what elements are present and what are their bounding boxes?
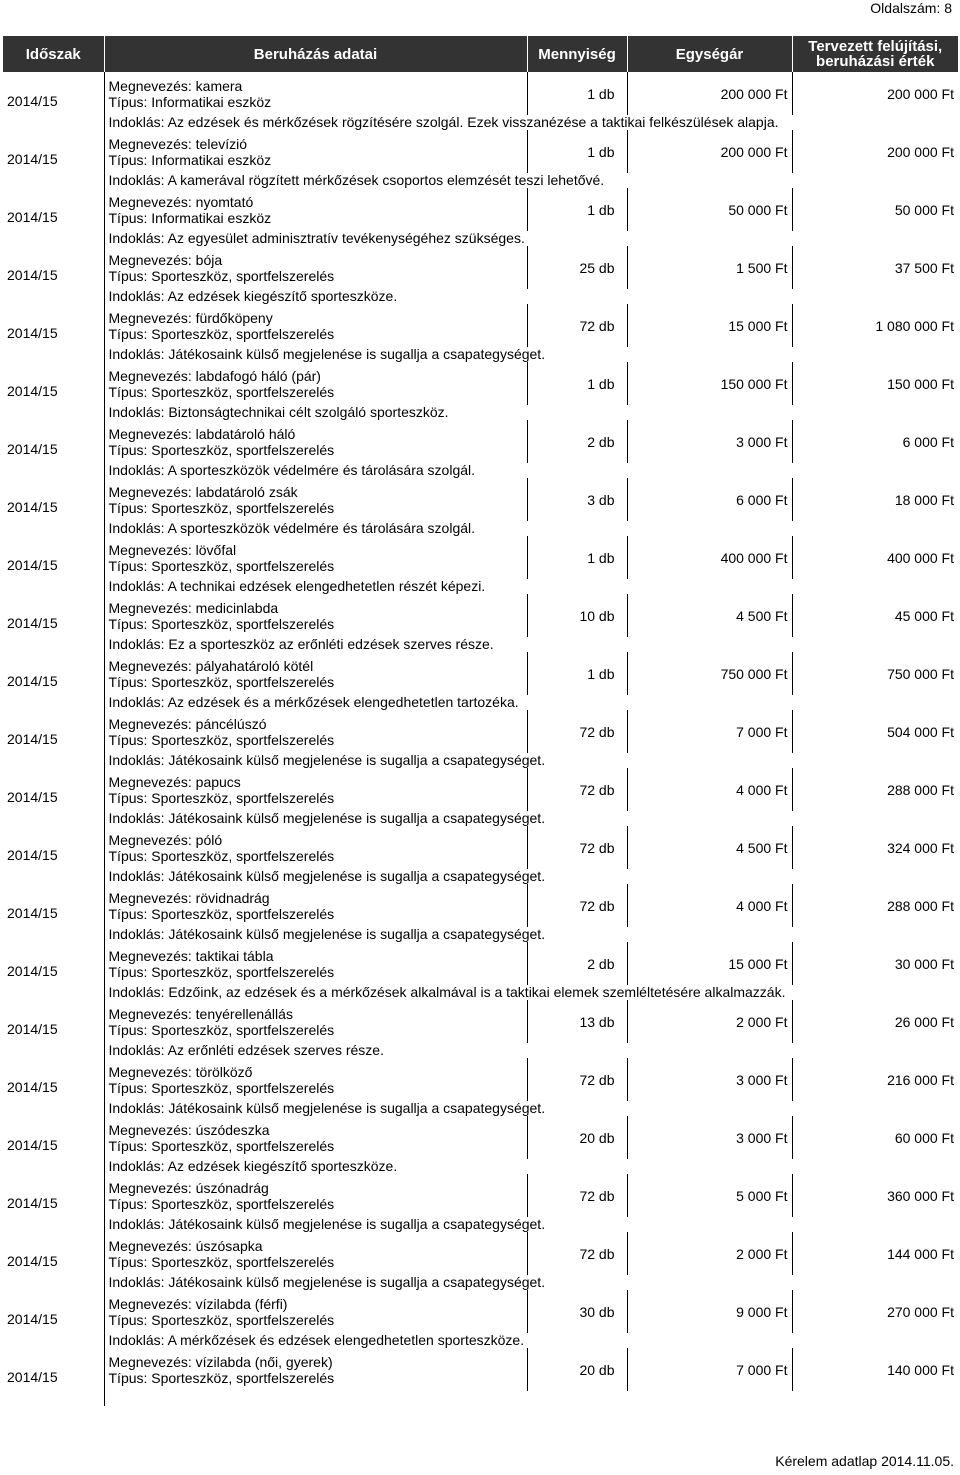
- period-cell: 2014/15: [3, 1058, 104, 1116]
- table-row-reason: [3, 811, 958, 826]
- planned-value-cell: 150 000 Ft: [792, 362, 958, 405]
- header-planned-value-line2: beruházási érték: [816, 53, 935, 70]
- planned-value-cell: 144 000 Ft: [792, 1232, 958, 1275]
- unit-price-cell: 200 000 Ft: [627, 130, 792, 173]
- item-description: [104, 536, 527, 579]
- item-name: Megnevezés: labdatároló zsák: [108, 483, 298, 500]
- quantity-cell: 30 db: [527, 1290, 627, 1333]
- table-row-reason: [3, 173, 958, 188]
- item-type: Típus: Sporteszköz, sportfelszerelés: [108, 1253, 335, 1270]
- table-row: [3, 1290, 958, 1333]
- unit-price-cell: 1 500 Ft: [627, 246, 792, 289]
- header-investment: Beruházás adatai: [104, 36, 527, 72]
- item-reason: Indoklás: Játékosaink külső megjelenése is sugallja a csapategységet.: [108, 810, 546, 826]
- item-name: Megnevezés: labdafogó háló (pár): [108, 367, 321, 384]
- investment-table: [3, 36, 958, 1406]
- table-row-reason: [3, 1043, 958, 1058]
- period-cell: 2014/15: [3, 246, 104, 304]
- item-description: [104, 1000, 527, 1043]
- planned-value-cell: 30 000 Ft: [792, 942, 958, 985]
- quantity-cell: 1 db: [527, 130, 627, 173]
- item-type: Típus: Sporteszköz, sportfelszerelés: [108, 789, 335, 806]
- unit-price-cell: 2 000 Ft: [627, 1232, 792, 1275]
- planned-value-cell: 400 000 Ft: [792, 536, 958, 579]
- table-row: [3, 884, 958, 927]
- item-name: Megnevezés: vízilabda (férfi): [108, 1295, 288, 1312]
- item-description: [104, 304, 527, 347]
- period-cell: 2014/15: [3, 304, 104, 362]
- table-row: [3, 536, 958, 579]
- period-cell: 2014/15: [3, 1174, 104, 1232]
- item-description: [104, 594, 527, 637]
- table-row-reason: [3, 1333, 958, 1348]
- item-description: [104, 72, 527, 115]
- item-reason: Indoklás: Az edzések kiegészítő sporteszköze.: [108, 288, 398, 304]
- period-cell: 2014/15: [3, 478, 104, 536]
- quantity-cell: 72 db: [527, 768, 627, 811]
- period-cell: 2014/15: [3, 942, 104, 1000]
- table-row-reason: [3, 579, 958, 594]
- item-type: Típus: Sporteszköz, sportfelszerelés: [108, 325, 335, 342]
- item-name: Megnevezés: medicinlabda: [108, 599, 279, 616]
- table-row: [3, 1058, 958, 1101]
- item-reason: Indoklás: Játékosaink külső megjelenése is sugallja a csapategységet.: [108, 1216, 546, 1232]
- unit-price-cell: 3 000 Ft: [627, 1116, 792, 1159]
- unit-price-cell: 150 000 Ft: [627, 362, 792, 405]
- table-row-reason: [3, 1159, 958, 1174]
- header-period: Időszak: [3, 36, 104, 72]
- table-row-reason: [3, 1217, 958, 1232]
- quantity-cell: 72 db: [527, 826, 627, 869]
- quantity-cell: 20 db: [527, 1348, 627, 1391]
- quantity-cell: 72 db: [527, 884, 627, 927]
- item-reason: Indoklás: Az edzések és mérkőzések rögzítésére szolgál. Ezek visszanézése a taktikai felkészülések alapja.: [108, 114, 779, 130]
- item-type: Típus: Sporteszköz, sportfelszerelés: [108, 441, 335, 458]
- item-type: Típus: Sporteszköz, sportfelszerelés: [108, 557, 335, 574]
- quantity-cell: 72 db: [527, 1232, 627, 1275]
- item-reason: Indoklás: Játékosaink külső megjelenése is sugallja a csapategységet.: [108, 752, 546, 768]
- unit-price-cell: 4 500 Ft: [627, 826, 792, 869]
- item-reason: Indoklás: A sporteszközök védelmére és tárolására szolgál.: [108, 462, 476, 478]
- quantity-cell: 13 db: [527, 1000, 627, 1043]
- table-row-reason: [3, 927, 958, 942]
- item-type: Típus: Sporteszköz, sportfelszerelés: [108, 847, 335, 864]
- quantity-cell: 72 db: [527, 710, 627, 753]
- item-name: Megnevezés: úszósapka: [108, 1237, 263, 1254]
- table-row: [3, 594, 958, 637]
- unit-price-cell: 4 000 Ft: [627, 884, 792, 927]
- item-name: Megnevezés: fürdőköpeny: [108, 309, 273, 326]
- item-name: Megnevezés: televízió: [108, 135, 248, 152]
- period-cell: 2014/15: [3, 884, 104, 942]
- unit-price-cell: 7 000 Ft: [627, 710, 792, 753]
- period-cell: 2014/15: [3, 1348, 104, 1406]
- item-type: Típus: Informatikai eszköz: [108, 151, 272, 168]
- item-type: Típus: Sporteszköz, sportfelszerelés: [108, 383, 335, 400]
- planned-value-cell: 324 000 Ft: [792, 826, 958, 869]
- item-description: [104, 652, 527, 695]
- table-row-reason: [3, 695, 958, 710]
- table-row: [3, 1000, 958, 1043]
- item-reason: Indoklás: Az egyesület adminisztratív tevékenységéhez szükséges.: [108, 230, 525, 246]
- period-cell: 2014/15: [3, 420, 104, 478]
- table-row-reason: [3, 1391, 958, 1406]
- header-unit-price: Egységár: [627, 36, 792, 72]
- item-name: Megnevezés: rövidnadrág: [108, 889, 270, 906]
- table-row-reason: [3, 637, 958, 652]
- item-description: [104, 362, 527, 405]
- quantity-cell: 1 db: [527, 652, 627, 695]
- unit-price-cell: 5 000 Ft: [627, 1174, 792, 1217]
- period-cell: 2014/15: [3, 1290, 104, 1348]
- period-cell: 2014/15: [3, 72, 104, 130]
- planned-value-cell: 200 000 Ft: [792, 130, 958, 173]
- unit-price-cell: 2 000 Ft: [627, 1000, 792, 1043]
- quantity-cell: 72 db: [527, 1058, 627, 1101]
- table-row: [3, 1174, 958, 1217]
- page-number: Oldalszám: 8: [870, 0, 952, 16]
- quantity-cell: 25 db: [527, 246, 627, 289]
- table-row: [3, 246, 958, 289]
- planned-value-cell: 504 000 Ft: [792, 710, 958, 753]
- planned-value-cell: 140 000 Ft: [792, 1348, 958, 1391]
- item-type: Típus: Sporteszköz, sportfelszerelés: [108, 1195, 335, 1212]
- item-reason: Indoklás: Játékosaink külső megjelenése is sugallja a csapategységet.: [108, 1274, 546, 1290]
- item-type: Típus: Sporteszköz, sportfelszerelés: [108, 615, 335, 632]
- item-description: [104, 884, 527, 927]
- table-row-reason: [3, 521, 958, 536]
- item-name: Megnevezés: páncélúszó: [108, 715, 267, 732]
- footer-text: Kérelem adatlap 2014.11.05.: [775, 1453, 954, 1469]
- table-row: [3, 1116, 958, 1159]
- header-planned-value: [792, 36, 958, 72]
- item-reason: Indoklás: A mérkőzések és edzések elengedhetetlen sporteszköze.: [108, 1332, 525, 1348]
- planned-value-cell: 270 000 Ft: [792, 1290, 958, 1333]
- item-name: Megnevezés: vízilabda (női, gyerek): [108, 1353, 333, 1370]
- unit-price-cell: 6 000 Ft: [627, 478, 792, 521]
- unit-price-cell: 7 000 Ft: [627, 1348, 792, 1391]
- unit-price-cell: 3 000 Ft: [627, 1058, 792, 1101]
- period-cell: 2014/15: [3, 768, 104, 826]
- item-type: Típus: Sporteszköz, sportfelszerelés: [108, 499, 335, 516]
- table-row-reason: [3, 463, 958, 478]
- item-reason: Indoklás: Játékosaink külső megjelenése is sugallja a csapategységet.: [108, 868, 546, 884]
- quantity-cell: 1 db: [527, 536, 627, 579]
- table-row: [3, 826, 958, 869]
- item-description: [104, 768, 527, 811]
- item-description: [104, 246, 527, 289]
- item-name: Megnevezés: labdatároló háló: [108, 425, 296, 442]
- item-name: Megnevezés: úszódeszka: [108, 1121, 270, 1138]
- planned-value-cell: 750 000 Ft: [792, 652, 958, 695]
- quantity-cell: 3 db: [527, 478, 627, 521]
- planned-value-cell: 216 000 Ft: [792, 1058, 958, 1101]
- item-type: Típus: Sporteszköz, sportfelszerelés: [108, 1079, 335, 1096]
- item-description: [104, 826, 527, 869]
- item-name: Megnevezés: bója: [108, 251, 223, 268]
- unit-price-cell: 9 000 Ft: [627, 1290, 792, 1333]
- unit-price-cell: 15 000 Ft: [627, 304, 792, 347]
- period-cell: 2014/15: [3, 130, 104, 188]
- table-header: [3, 36, 958, 72]
- item-name: Megnevezés: tenyérellenállás: [108, 1005, 293, 1022]
- quantity-cell: 2 db: [527, 420, 627, 463]
- item-name: Megnevezés: kamera: [108, 77, 243, 94]
- item-description: [104, 478, 527, 521]
- table-row: [3, 710, 958, 753]
- item-type: Típus: Sporteszköz, sportfelszerelés: [108, 963, 335, 980]
- item-reason: Indoklás: Az erőnléti edzések szerves része.: [108, 1042, 384, 1058]
- planned-value-cell: 18 000 Ft: [792, 478, 958, 521]
- table-row-reason: [3, 1101, 958, 1116]
- table-row-reason: [3, 405, 958, 420]
- quantity-cell: 20 db: [527, 1116, 627, 1159]
- item-reason: Indoklás: Ez a sporteszköz az erőnléti edzések szerves része.: [108, 636, 494, 652]
- item-name: Megnevezés: póló: [108, 831, 223, 848]
- table-row-reason: [3, 231, 958, 246]
- item-reason: Indoklás: Játékosaink külső megjelenése is sugallja a csapategységet.: [108, 926, 546, 942]
- item-type: Típus: Informatikai eszköz: [108, 209, 272, 226]
- item-reason: Indoklás: Biztonságtechnikai célt szolgáló sporteszköz.: [108, 404, 449, 420]
- item-reason: Indoklás: Játékosaink külső megjelenése is sugallja a csapategységet.: [108, 1100, 546, 1116]
- table-row-reason: [3, 347, 958, 362]
- table-row-reason: [3, 869, 958, 884]
- item-description: [104, 130, 527, 173]
- header-quantity: Mennyiség: [527, 36, 627, 72]
- item-name: Megnevezés: lövőfal: [108, 541, 237, 558]
- table-row-reason: [3, 1275, 958, 1290]
- item-type: Típus: Sporteszköz, sportfelszerelés: [108, 1311, 335, 1328]
- item-reason: Indoklás: Az edzések és a mérkőzések elengedhetetlen tartozéka.: [108, 694, 519, 710]
- item-reason: [104, 1391, 958, 1406]
- planned-value-cell: 288 000 Ft: [792, 768, 958, 811]
- item-name: Megnevezés: nyomtató: [108, 193, 254, 210]
- quantity-cell: 10 db: [527, 594, 627, 637]
- unit-price-cell: 200 000 Ft: [627, 72, 792, 115]
- table-row: [3, 1232, 958, 1275]
- period-cell: 2014/15: [3, 652, 104, 710]
- item-name: Megnevezés: papucs: [108, 773, 241, 790]
- item-type: Típus: Sporteszköz, sportfelszerelés: [108, 1137, 335, 1154]
- quantity-cell: 72 db: [527, 304, 627, 347]
- item-description: [104, 942, 527, 985]
- unit-price-cell: 4 000 Ft: [627, 768, 792, 811]
- period-cell: 2014/15: [3, 1232, 104, 1290]
- period-cell: 2014/15: [3, 536, 104, 594]
- table-row-reason: [3, 289, 958, 304]
- item-name: Megnevezés: pályahatároló kötél: [108, 657, 314, 674]
- unit-price-cell: 3 000 Ft: [627, 420, 792, 463]
- planned-value-cell: 288 000 Ft: [792, 884, 958, 927]
- item-type: Típus: Informatikai eszköz: [108, 93, 272, 110]
- item-description: [104, 1116, 527, 1159]
- table-row: [3, 362, 958, 405]
- item-type: Típus: Sporteszköz, sportfelszerelés: [108, 1021, 335, 1038]
- item-description: [104, 1174, 527, 1217]
- item-description: [104, 1232, 527, 1275]
- planned-value-cell: 45 000 Ft: [792, 594, 958, 637]
- table-row: [3, 188, 958, 231]
- table-row: [3, 942, 958, 985]
- item-type: Típus: Sporteszköz, sportfelszerelés: [108, 673, 335, 690]
- item-description: [104, 420, 527, 463]
- unit-price-cell: 15 000 Ft: [627, 942, 792, 985]
- period-cell: 2014/15: [3, 1116, 104, 1174]
- planned-value-cell: 360 000 Ft: [792, 1174, 958, 1217]
- table-row-reason: [3, 985, 958, 1000]
- period-cell: 2014/15: [3, 710, 104, 768]
- quantity-cell: 1 db: [527, 362, 627, 405]
- quantity-cell: 2 db: [527, 942, 627, 985]
- table-row-reason: [3, 115, 958, 130]
- item-description: [104, 1058, 527, 1101]
- period-cell: 2014/15: [3, 188, 104, 246]
- unit-price-cell: 50 000 Ft: [627, 188, 792, 231]
- item-name: Megnevezés: úszónadrág: [108, 1179, 269, 1196]
- item-reason: Indoklás: Az edzések kiegészítő sporteszköze.: [108, 1158, 398, 1174]
- item-description: [104, 1348, 527, 1391]
- table-row: [3, 768, 958, 811]
- table-row: [3, 72, 958, 115]
- quantity-cell: 1 db: [527, 72, 627, 115]
- table-body: [3, 72, 958, 1406]
- item-name: Megnevezés: taktikai tábla: [108, 947, 274, 964]
- item-reason: Indoklás: A technikai edzések elengedhetetlen részét képezi.: [108, 578, 486, 594]
- period-cell: 2014/15: [3, 826, 104, 884]
- item-type: Típus: Sporteszköz, sportfelszerelés: [108, 1369, 335, 1386]
- planned-value-cell: 6 000 Ft: [792, 420, 958, 463]
- table-row: [3, 652, 958, 695]
- table-row: [3, 304, 958, 347]
- table-row: [3, 1348, 958, 1391]
- item-reason: Indoklás: A kamerával rögzített mérkőzések csoportos elemzését teszi lehetővé.: [108, 172, 605, 188]
- item-reason: Indoklás: A sporteszközök védelmére és tárolására szolgál.: [108, 520, 476, 536]
- item-description: [104, 188, 527, 231]
- item-type: Típus: Sporteszköz, sportfelszerelés: [108, 905, 335, 922]
- planned-value-cell: 37 500 Ft: [792, 246, 958, 289]
- item-description: [104, 710, 527, 753]
- table-row: [3, 420, 958, 463]
- item-reason: Indoklás: Játékosaink külső megjelenése is sugallja a csapategységet.: [108, 346, 546, 362]
- item-reason: Indoklás: Edzőink, az edzések és a mérkőzések alkalmával is a taktikai elemek szemléltetésére alkalmazzák.: [108, 984, 786, 1000]
- item-type: Típus: Sporteszköz, sportfelszerelés: [108, 267, 335, 284]
- quantity-cell: 1 db: [527, 188, 627, 231]
- table-row: [3, 130, 958, 173]
- unit-price-cell: 400 000 Ft: [627, 536, 792, 579]
- item-type: Típus: Sporteszköz, sportfelszerelés: [108, 731, 335, 748]
- planned-value-cell: 50 000 Ft: [792, 188, 958, 231]
- quantity-cell: 72 db: [527, 1174, 627, 1217]
- item-name: Megnevezés: törölköző: [108, 1063, 253, 1080]
- period-cell: 2014/15: [3, 594, 104, 652]
- planned-value-cell: 26 000 Ft: [792, 1000, 958, 1043]
- unit-price-cell: 4 500 Ft: [627, 594, 792, 637]
- period-cell: 2014/15: [3, 1000, 104, 1058]
- header-planned-value-line1: Tervezett felújítási,: [808, 38, 943, 55]
- table-row: [3, 478, 958, 521]
- planned-value-cell: 60 000 Ft: [792, 1116, 958, 1159]
- period-cell: 2014/15: [3, 362, 104, 420]
- table-row-reason: [3, 753, 958, 768]
- planned-value-cell: 1 080 000 Ft: [792, 304, 958, 347]
- item-description: [104, 1290, 527, 1333]
- planned-value-cell: 200 000 Ft: [792, 72, 958, 115]
- unit-price-cell: 750 000 Ft: [627, 652, 792, 695]
